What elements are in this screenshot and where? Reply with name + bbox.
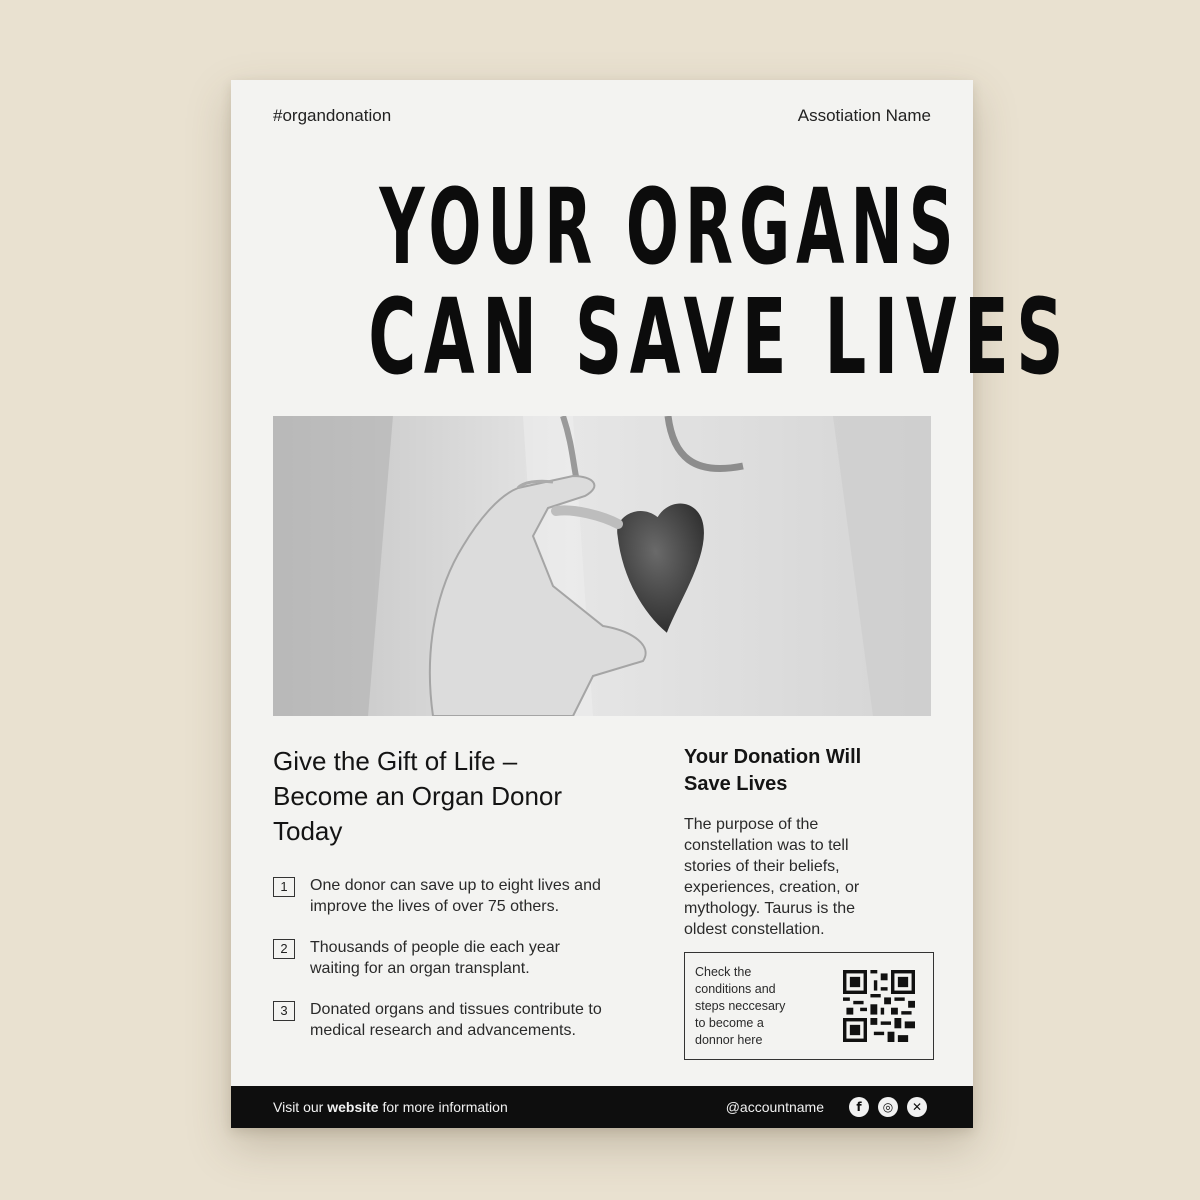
fact-text-line: Donated organs and tissues contribute to bbox=[310, 1001, 602, 1018]
subhead-line: Today bbox=[273, 816, 343, 846]
qr-text-line: Check the bbox=[695, 964, 752, 979]
fact-text-line: waiting for an organ transplant. bbox=[310, 960, 530, 977]
fact-text bbox=[310, 999, 602, 1041]
instagram-icon[interactable]: ◎ bbox=[878, 1097, 898, 1117]
donation-body bbox=[684, 814, 934, 940]
fact-number-badge: 3 bbox=[273, 1001, 295, 1021]
poster-headline bbox=[231, 166, 1072, 398]
website-prompt-prefix: Visit our bbox=[273, 1099, 328, 1115]
fact-text bbox=[310, 875, 601, 917]
qr-callout[interactable] bbox=[684, 952, 934, 1060]
qr-code-icon[interactable] bbox=[843, 970, 915, 1042]
subheading bbox=[273, 744, 663, 849]
body-line: experiences, creation, or bbox=[684, 879, 860, 896]
facts-list bbox=[273, 875, 663, 1041]
right-column bbox=[684, 744, 934, 1060]
body-line: The purpose of the bbox=[684, 816, 819, 833]
qr-text-line: conditions and bbox=[695, 981, 776, 996]
poster-header bbox=[273, 106, 931, 126]
account-handle[interactable]: @accountname bbox=[725, 1099, 824, 1115]
poster bbox=[231, 80, 1072, 1128]
fact-item bbox=[273, 875, 663, 917]
donation-title-line: Save Lives bbox=[684, 773, 788, 795]
association-name: Assotiation Name bbox=[797, 106, 931, 125]
hand-holding-heart-icon bbox=[273, 416, 931, 716]
left-column bbox=[273, 744, 663, 1061]
fact-number-badge: 2 bbox=[273, 939, 295, 959]
facebook-icon[interactable]: f bbox=[849, 1097, 869, 1117]
subhead-line: Give the Gift of Life – bbox=[273, 746, 518, 776]
qr-text bbox=[695, 964, 813, 1049]
website-prompt bbox=[273, 1099, 508, 1115]
fact-text-line: improve the lives of over 75 others. bbox=[310, 898, 560, 915]
donation-title bbox=[684, 744, 934, 798]
body-line: stories of their beliefs, bbox=[684, 858, 840, 875]
hero-photo bbox=[273, 416, 931, 716]
hashtag-text: #organdonation bbox=[273, 106, 392, 125]
fact-text-line: One donor can save up to eight lives and bbox=[310, 877, 601, 894]
headline-line-1: YOUR ORGANS bbox=[379, 166, 960, 288]
subhead-line: Become an Organ Donor bbox=[273, 781, 563, 811]
website-prompt-suffix: for more information bbox=[378, 1099, 508, 1115]
social-block bbox=[726, 1097, 927, 1117]
body-line: oldest constellation. bbox=[684, 921, 825, 938]
donation-title-line: Your Donation Will bbox=[684, 746, 862, 768]
qr-text-line: donnor here bbox=[695, 1032, 763, 1047]
website-link[interactable]: website bbox=[327, 1099, 379, 1115]
fact-item bbox=[273, 937, 663, 979]
headline-line-2: CAN SAVE LIVES bbox=[368, 276, 1072, 398]
x-icon[interactable]: ✕ bbox=[907, 1097, 927, 1117]
fact-text-line: Thousands of people die each year bbox=[310, 939, 560, 956]
fact-text-line: medical research and advancements. bbox=[310, 1022, 576, 1039]
qr-text-line: steps neccesary bbox=[695, 998, 786, 1013]
fact-number-badge: 1 bbox=[273, 877, 295, 897]
qr-text-line: to become a bbox=[695, 1015, 764, 1030]
fact-item bbox=[273, 999, 663, 1041]
body-line: constellation was to tell bbox=[684, 837, 849, 854]
poster-footer bbox=[231, 1086, 973, 1128]
fact-text bbox=[310, 937, 560, 979]
body-line: mythology. Taurus is the bbox=[684, 900, 856, 917]
